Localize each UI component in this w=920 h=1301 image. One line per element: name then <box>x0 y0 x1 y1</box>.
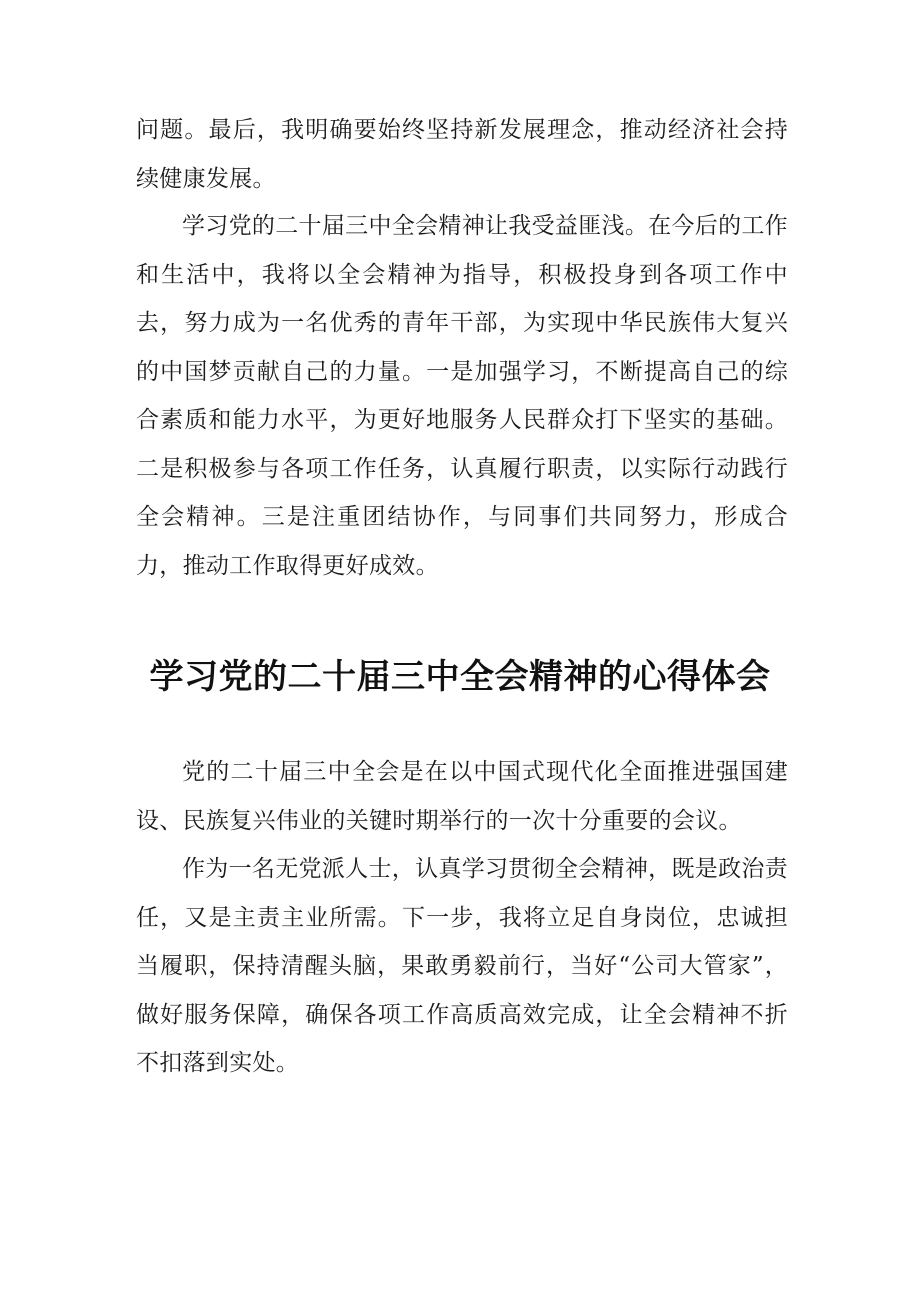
section-title: 学习党的二十届三中全会精神的心得体会 <box>149 657 771 697</box>
continuation-paragraph: 问题。最后，我明确要始终坚持新发展理念，推动经济社会持续健康发展。 <box>136 117 788 192</box>
body-paragraph-1: 学习党的二十届三中全会精神让我受益匪浅。在今后的工作和生活中，我将以全会精神为指导，积极投身到各项工作中去，努力成为一名优秀的青年干部，为实现中华民族伟大复兴的中国梦贡献自己的力量。一是加强学习，不断提高自己的综合素质和能力水平，为更好地服务人民群众打下坚实的基础。二是积极参与各项工作任务，认真履行职责，以实际行动践行全会精神。三是注重团结协作，与同事们共同努力，形成合力，推动工作取得更好成效。 <box>136 213 788 579</box>
body-paragraph-3: 作为一名无党派人士，认真学习贯彻全会精神，既是政治责任，又是主责主业所需。下一步，我将立足自身岗位，忠诚担当履职，保持清醒头脑，果敢勇毅前行，当好“公司大管家”，做好服务保障，确保各项工作高质高效完成，让全会精神不折不扣落到实处。 <box>136 856 788 1076</box>
body-paragraph-2: 党的二十届三中全会是在以中国式现代化全面推进强国建设、民族复兴伟业的关键时期举行的一次十分重要的会议。 <box>136 759 788 834</box>
